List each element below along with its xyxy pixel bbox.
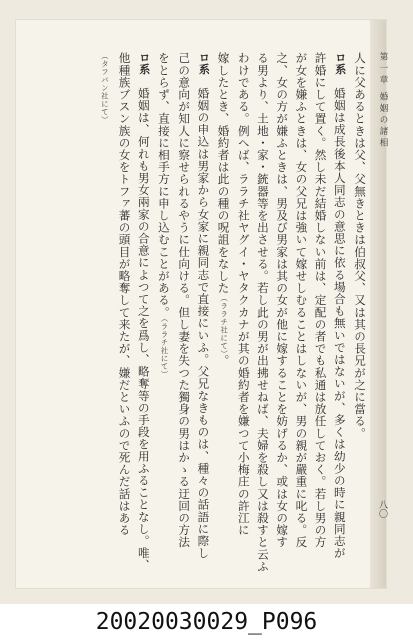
text-line: 之、女の方が嫌ふときは、男及び男家は其の女が他に嫁することを妨げるか、或は女の嫁す	[275, 52, 290, 549]
text-line: 人に父あるときは父、父無きときは伯叔父、又は其の長兄が之に當る。	[353, 52, 367, 440]
text-line	[213, 52, 233, 540]
source-note: （ララチ社にて）	[159, 318, 169, 379]
text-line: 許婚にして置く。然し未だ結婚しない前は、定配の者でも私通は放任しておく。若し男の方	[313, 52, 328, 549]
text-line: 他種族ブスン族の女をトファ蕃の頭目が略奪して来たが、嫌だといふので死んだ話はある	[117, 52, 132, 536]
text-line: 己の意向が知人に察せられるやうに仕向ける。但し妻を失つた獨身の男はかゝる迂回の方法	[177, 52, 192, 549]
text-line	[134, 52, 154, 572]
text-line	[154, 52, 174, 540]
page-number: 八〇	[377, 500, 387, 518]
section-mark: ロ系	[137, 52, 151, 75]
source-note: （タフバン社にて）	[100, 52, 110, 124]
body-text	[94, 52, 369, 573]
section-mark: ロ系	[197, 52, 211, 75]
source-note: （ララチ社にて）	[219, 294, 229, 355]
text-line: わけである。例へば、ララチ社ヤグイ・ヤタクカナが其の婚約者を嫌つて小梅庄の許江に	[236, 52, 251, 536]
text-line	[94, 52, 114, 540]
line-text: 婚姻の申込は男家から女家に親同志で直接にいふ。父兄なきものは、種々の話語に際し	[196, 87, 211, 560]
line-text: 婚姻は成長後本人同志の意思に依る場合も無いではないが、多くは幼少の時に親同志が	[332, 87, 347, 560]
section-mark: ロ系	[333, 52, 347, 75]
line-text: 。	[216, 354, 231, 367]
running-head: 第一章 婚姻の諸相	[378, 52, 388, 150]
text-line	[330, 52, 350, 560]
image-caption: 20020030029_P096	[95, 609, 318, 635]
line-text: をとらず、直接に相手方に申し込むことがある。	[156, 52, 171, 319]
text-line: る男より、土地・家・銃器等を出させる。若し此の男が出拂せねば、夫婦を殺し又は殺すと云ふ	[255, 52, 270, 573]
text-line	[193, 52, 213, 560]
text-line: が女を嫌ふときは、女の父兄は強いて嫁せしむることはしないが、男の親が嚴重に叱る。反	[294, 52, 309, 549]
line-text: 嫁したとき、婚約者は此の種の呪詛をなした	[216, 52, 231, 294]
line-text: 婚姻は、何れも男女兩家の合意によつて之を爲し、略奪等の手段を用ふることなし。唯、	[136, 87, 151, 572]
